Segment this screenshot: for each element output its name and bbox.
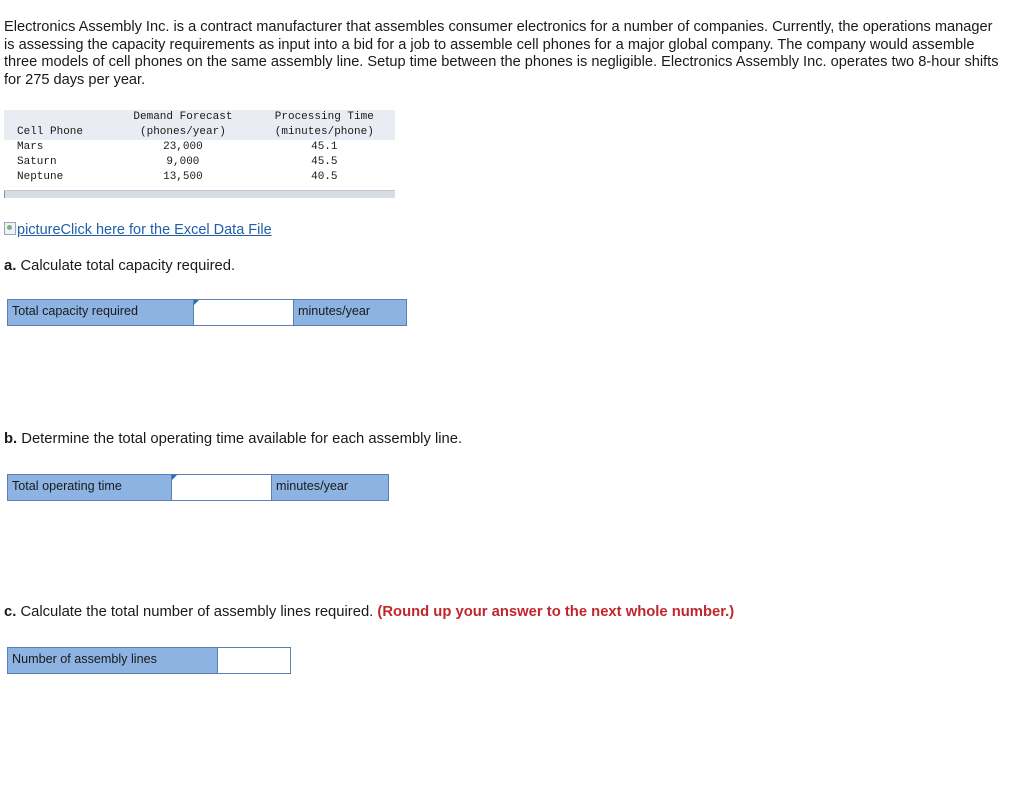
- total-operating-time-input-cell: [171, 475, 272, 500]
- picture-icon: [4, 222, 16, 235]
- input-marker-icon: [194, 300, 199, 305]
- question-a-letter: a.: [4, 258, 17, 274]
- question-c-letter: c.: [4, 604, 17, 620]
- problem-intro: Electronics Assembly Inc. is a contract manufacturer that assembles consumer electronics for a number of companies. Currently, the operations manager is assessing the capacity requirements as input into a bid for a job to assemble cell phones for a major global company. The company would assemble three models of cell phones on the same assembly line. Setup time between the phones is negligible. Electronics Assembly Inc. operates two 8-hour shifts for 275 days per year.: [4, 19, 999, 88]
- total-capacity-input-cell: [193, 300, 294, 325]
- row-phone: Saturn: [17, 156, 57, 168]
- header-cell-phone: Cell Phone: [17, 126, 84, 138]
- question-c: [4, 604, 734, 620]
- row-phone: Mars: [17, 141, 44, 153]
- row-phone: Neptune: [17, 171, 64, 183]
- table-row: [4, 140, 395, 155]
- answer-row-b: [7, 474, 389, 501]
- header-time-line2: (minutes/phone): [274, 126, 374, 138]
- header-demand-forecast: [112, 110, 253, 140]
- total-operating-time-unit: minutes/year: [272, 475, 388, 500]
- input-marker-icon: [172, 475, 177, 480]
- header-processing-time: [254, 110, 395, 140]
- table-row: [4, 155, 395, 170]
- total-operating-time-label: Total operating time: [8, 475, 171, 500]
- question-c-text: Calculate the total number of assembly lines required.: [16, 604, 378, 620]
- excel-link-label: Click here for the Excel Data File: [60, 222, 272, 238]
- question-b-letter: b.: [4, 431, 18, 447]
- question-a-text: Calculate total capacity required.: [16, 258, 236, 274]
- total-capacity-unit: minutes/year: [294, 300, 406, 325]
- footer-tick: [4, 191, 5, 198]
- answer-row-c: [7, 647, 291, 674]
- row-time: 45.1: [311, 141, 338, 153]
- header-time-line1: Processing Time: [274, 111, 374, 123]
- header-demand-line2: (phones/year): [140, 126, 226, 138]
- picture-alt-text: picture: [17, 222, 61, 238]
- data-table: [4, 110, 395, 185]
- total-capacity-label: Total capacity required: [8, 300, 193, 325]
- assembly-lines-input[interactable]: [218, 648, 290, 673]
- question-b: [4, 431, 462, 447]
- excel-data-link[interactable]: [4, 222, 272, 238]
- row-demand: 9,000: [166, 156, 200, 168]
- table-footer-bar: [4, 190, 395, 198]
- row-time: 45.5: [311, 156, 338, 168]
- assembly-lines-input-cell: [217, 648, 290, 673]
- table-header-row: [4, 110, 395, 140]
- row-time: 40.5: [311, 171, 338, 183]
- answer-row-a: [7, 299, 407, 326]
- row-demand: 13,500: [163, 171, 203, 183]
- question-a: [4, 258, 235, 274]
- total-capacity-input[interactable]: [194, 300, 293, 325]
- header-demand-line1: Demand Forecast: [133, 111, 233, 123]
- row-demand: 23,000: [163, 141, 203, 153]
- assembly-lines-label: Number of assembly lines: [8, 648, 217, 673]
- table-row: [4, 170, 395, 185]
- question-c-hint: (Round up your answer to the next whole number.): [377, 604, 735, 620]
- question-b-text: Determine the total operating time available for each assembly line.: [17, 431, 463, 447]
- total-operating-time-input[interactable]: [172, 475, 271, 500]
